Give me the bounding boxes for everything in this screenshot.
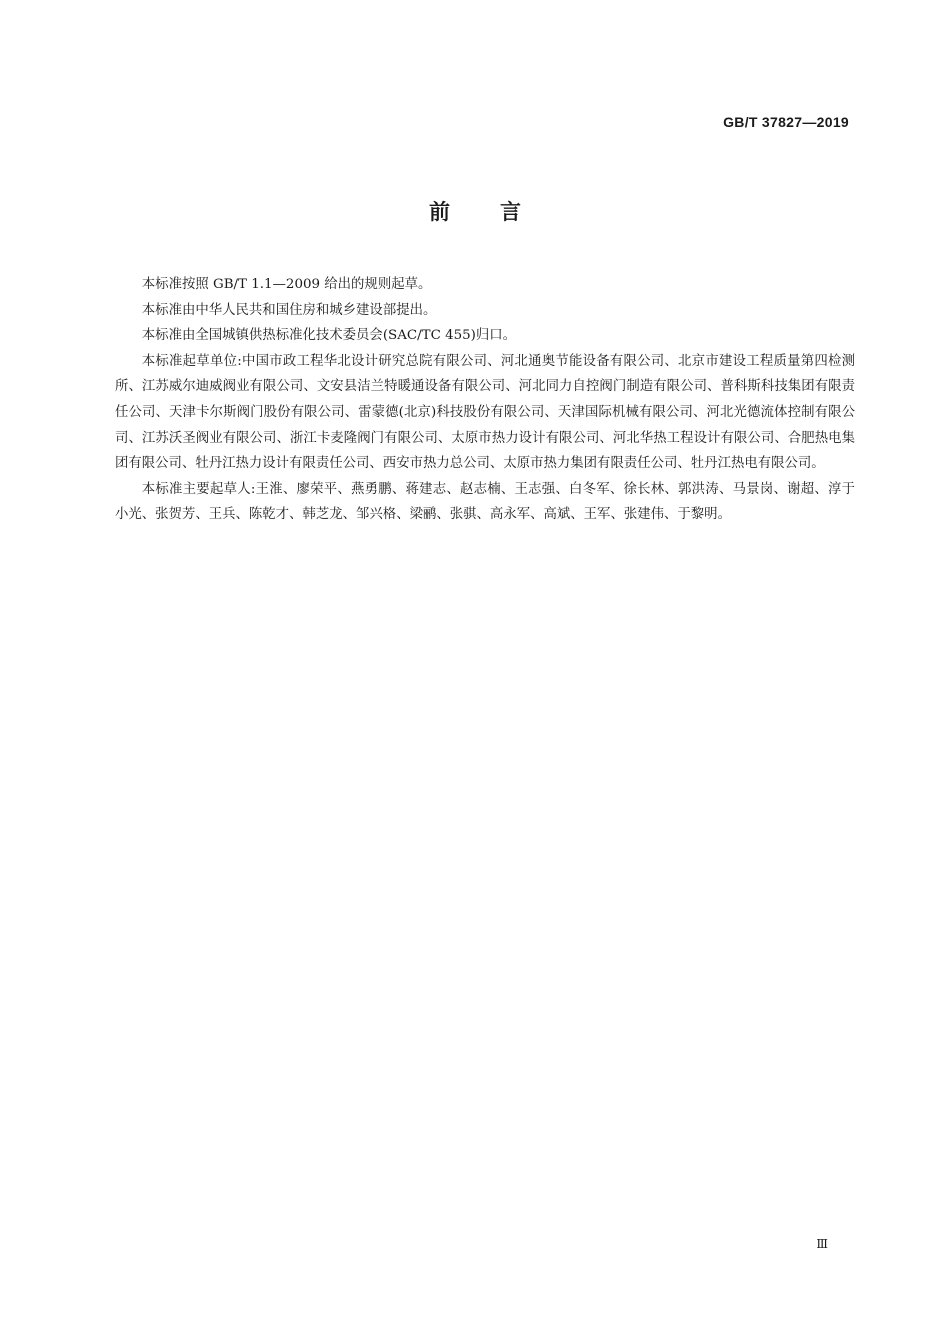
standard-code: GB/T 37827—2019 [723,114,849,130]
page-title: 前言 [429,200,571,224]
paragraph-technical-committee: 本标准由全国城镇供热标准化技术委员会(SAC/TC 455)归口。 [141,328,517,344]
page-number: Ⅲ [816,1237,828,1251]
paragraph-main-drafters: 本标准主要起草人:王淮、廖荣平、燕勇鹏、蒋建志、赵志楠、王志强、白冬军、徐长林、郭洪涛、马景岗、谢超、淳于小光、张贺芳、王兵、陈乾才、韩芝龙、邹兴格、梁鹂、张骐、高永军、高斌、王军、张建伟、于黎明。 [115,481,855,523]
paragraph-drafting-organizations: 本标准起草单位:中国市政工程华北设计研究总院有限公司、河北通奥节能设备有限公司、北京市建设工程质量第四检测所、江苏威尔迪威阀业有限公司、文安县洁兰特暖通设备有限公司、河北同力自控阀门制造有限公司、普科斯科技集团有限责任公司、天津卡尔斯阀门股份有限公司、雷蒙德(北京)科技股份有限公司、天津国际机械有限公司、河北光德流体控制有限公司、江苏沃圣阀业有限公司、浙江卡麦隆阀门有限公司、太原市热力设计有限公司、河北华热工程设计有限公司、合肥热电集团有限公司、牡丹江热力设计有限责任公司、西安市热力总公司、太原市热力集团有限责任公司、牡丹江热电有限公司。 [115,353,855,472]
foreword-body [115,272,855,528]
paragraph-proposer: 本标准由中华人民共和国住房和城乡建设部提出。 [141,302,437,318]
paragraph-drafting-rules: 本标准按照 GB/T 1.1—2009 给出的规则起草。 [141,277,432,292]
